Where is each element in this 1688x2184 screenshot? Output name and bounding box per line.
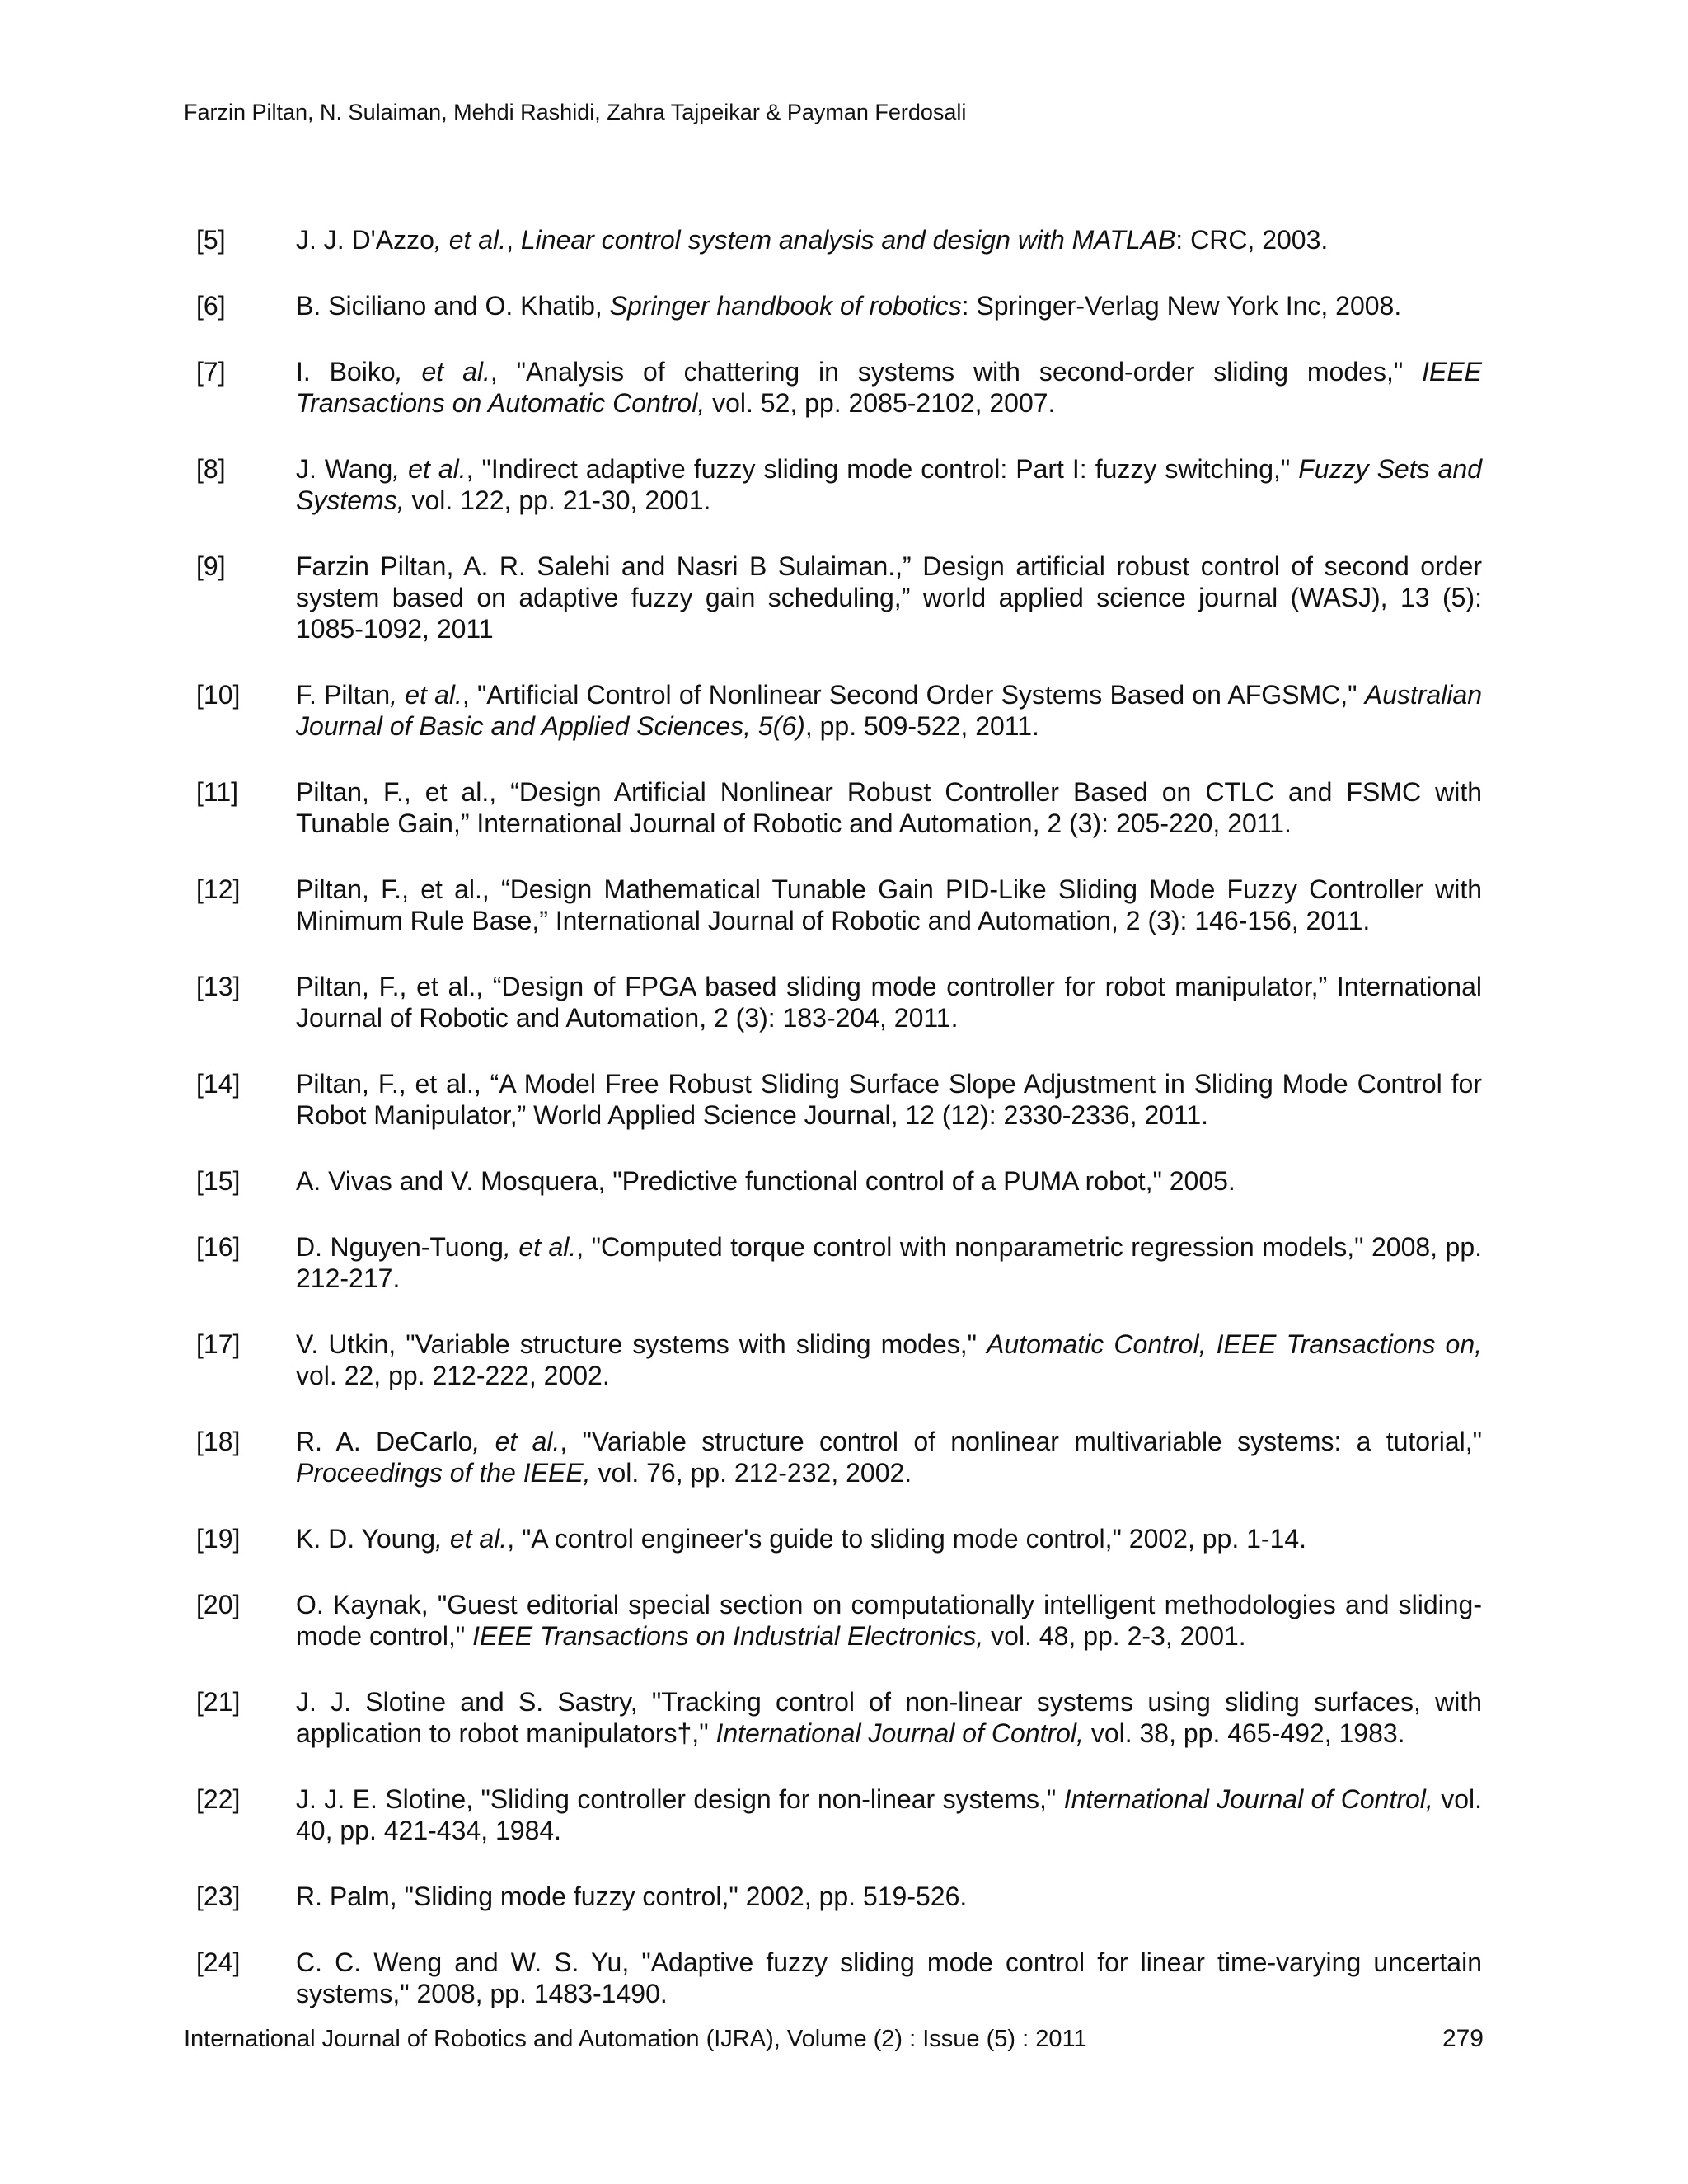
reference-text <box>296 291 1401 321</box>
reference-italic-segment: , et al. <box>434 225 507 255</box>
reference-segment: : CRC, 2003. <box>1175 225 1329 255</box>
reference-segment: : Springer-Verlag New York Inc, 2008. <box>961 291 1402 321</box>
reference-segment: , "Variable structure control of nonlinear multivariable systems: a tutorial," <box>560 1427 1483 1456</box>
reference-text <box>296 1947 1482 2008</box>
reference-number: [5] <box>196 225 226 255</box>
reference-number: [22] <box>196 1784 241 1814</box>
reference-number: [12] <box>196 874 241 904</box>
reference-italic-segment: International Journal of Control, <box>715 1718 1084 1748</box>
reference-italic-segment: Linear control system analysis and design with MATLAB <box>520 225 1176 255</box>
reference-italic-segment: , et al. <box>435 1524 508 1554</box>
reference-item <box>184 1523 1482 1554</box>
reference-number: [7] <box>196 357 226 387</box>
reference-text <box>296 1590 1482 1651</box>
reference-item <box>184 551 1482 644</box>
reference-text <box>296 1166 1236 1196</box>
reference-segment: Piltan, F., et al., “Design Artificial Nonlinear Robust Controller Based on CTLC and FSMC with Tunable Gain,” International Journal of Robotic and Automation, 2 (3): 205-220, 2011. <box>296 777 1482 838</box>
reference-text <box>296 777 1482 838</box>
reference-italic-segment: Australian Journal of Basic and Applied Sciences, 5(6) <box>296 680 1483 741</box>
reference-number: [18] <box>196 1427 241 1456</box>
reference-item <box>184 453 1482 516</box>
reference-item <box>184 1686 1482 1749</box>
running-header-authors: Farzin Piltan, N. Sulaiman, Mehdi Rashidi, Zahra Tajpeikar & Payman Ferdosali <box>184 100 967 124</box>
reference-segment: I. Boiko <box>296 357 396 387</box>
reference-number: [19] <box>196 1524 241 1554</box>
reference-segment: Piltan, F., et al., “Design of FPGA based sliding mode controller for robot manipulator,” International Journal of Robotic and Automation, 2 (3): 183-204, 2011. <box>296 972 1482 1033</box>
reference-text <box>296 972 1482 1033</box>
reference-item <box>184 1589 1482 1652</box>
reference-item <box>184 1329 1482 1391</box>
reference-italic-segment: , et al. <box>395 357 490 387</box>
reference-segment: O. Kaynak, "Guest editorial special section on computationally intelligent methodologies and sliding-mode control," <box>296 1590 1482 1651</box>
reference-segment: A. Vivas and V. Mosquera, "Predictive functional control of a PUMA robot," 2005. <box>296 1166 1236 1196</box>
reference-segment: , pp. 509-522, 2011. <box>804 711 1039 741</box>
reference-number: [15] <box>196 1166 241 1196</box>
reference-text <box>296 1069 1482 1130</box>
reference-text <box>296 1687 1482 1748</box>
reference-item <box>184 1947 1482 2009</box>
reference-text <box>296 225 1328 255</box>
reference-text <box>296 551 1482 644</box>
reference-segment: , "A control engineer's guide to sliding mode control," 2002, pp. 1-14. <box>507 1524 1307 1554</box>
reference-number: [13] <box>196 972 241 1001</box>
reference-number: [10] <box>196 680 241 710</box>
reference-text <box>296 1524 1306 1554</box>
page-number: 279 <box>1442 2025 1484 2052</box>
reference-list <box>184 224 1482 2044</box>
reference-number: [20] <box>196 1590 241 1619</box>
reference-segment: , "Analysis of chattering in systems with second-order sliding modes," <box>490 357 1423 387</box>
reference-segment: vol. 40, pp. 421-434, 1984. <box>296 1784 1483 1845</box>
reference-number: [23] <box>196 1882 241 1911</box>
reference-text <box>296 1882 967 1911</box>
reference-italic-segment: IEEE Transactions on Automatic Control, <box>296 357 1483 418</box>
reference-item <box>184 971 1482 1033</box>
reference-text <box>296 1427 1482 1488</box>
reference-italic-segment: , et al. <box>472 1427 560 1456</box>
reference-segment: Piltan, F., et al., “A Model Free Robust Sliding Surface Slope Adjustment in Sliding Mode Control for Robot Manipulator,” World Applied Science Journal, 12 (12): 2330-2336, 2011. <box>296 1069 1482 1130</box>
reference-segment: K. D. Young <box>296 1524 436 1554</box>
reference-segment: vol. 22, pp. 212-222, 2002. <box>296 1361 610 1390</box>
reference-segment: vol. 76, pp. 212-232, 2002. <box>590 1458 912 1488</box>
reference-item <box>184 290 1482 321</box>
reference-segment: R. Palm, "Sliding mode fuzzy control," 2002, pp. 519-526. <box>296 1882 968 1911</box>
reference-text <box>296 680 1482 741</box>
reference-italic-segment: , et al. <box>392 454 467 484</box>
reference-italic-segment: Automatic Control, IEEE Transactions on, <box>987 1329 1482 1359</box>
reference-number: [8] <box>196 454 226 484</box>
reference-item <box>184 1231 1482 1294</box>
reference-text <box>296 454 1482 515</box>
reference-italic-segment: , et al. <box>390 680 462 710</box>
reference-text <box>296 1784 1482 1845</box>
reference-segment: vol. 38, pp. 465-492, 1983. <box>1083 1718 1405 1748</box>
footer-journal-info: International Journal of Robotics and Automation (IJRA), Volume (2) : Issue (5) : 2011 <box>184 2026 1087 2052</box>
reference-segment: B. Siciliano and O. Khatib, <box>296 291 610 321</box>
reference-number: [14] <box>196 1069 241 1099</box>
reference-text <box>296 1232 1482 1293</box>
reference-segment: J. J. D'Azzo <box>296 225 434 255</box>
reference-number: [9] <box>196 551 226 581</box>
reference-italic-segment: IEEE Transactions on Industrial Electronics, <box>472 1621 984 1651</box>
reference-item <box>184 356 1482 419</box>
reference-segment: D. Nguyen-Tuong <box>296 1232 504 1262</box>
reference-number: [16] <box>196 1232 241 1262</box>
reference-italic-segment: , et al. <box>503 1232 577 1262</box>
reference-item <box>184 1426 1482 1488</box>
reference-item <box>184 1165 1482 1197</box>
reference-segment: R. A. DeCarlo <box>296 1427 473 1456</box>
reference-segment: J. J. Slotine and S. Sastry, "Tracking control of non-linear systems using sliding surfaces, with application to robot manipulators†," <box>296 1687 1482 1748</box>
reference-segment: vol. 52, pp. 2085-2102, 2007. <box>705 388 1056 418</box>
reference-segment: , "Artificial Control of Nonlinear Second Order Systems Based on AFGSMC," <box>462 680 1365 710</box>
reference-segment: Farzin Piltan, A. R. Salehi and Nasri B Sulaiman.,” Design artificial robust control of second order system based on adaptive fuzzy gain scheduling,” world applied science journal (WASJ), 13 (5): 1085-1092, 2011 <box>296 551 1482 644</box>
reference-item <box>184 874 1482 936</box>
reference-number: [11] <box>196 777 238 807</box>
reference-item <box>184 224 1482 255</box>
reference-segment: , "Indirect adaptive fuzzy sliding mode control: Part I: fuzzy switching," <box>466 454 1299 484</box>
reference-segment: , <box>506 225 521 255</box>
reference-segment: F. Piltan <box>296 680 391 710</box>
reference-segment: vol. 122, pp. 21-30, 2001. <box>404 485 711 515</box>
reference-number: [24] <box>196 1947 241 1977</box>
reference-segment: Piltan, F., et al., “Design Mathematical Tunable Gain PID-Like Sliding Mode Fuzzy Controller with Minimum Rule Base,” International Journal of Robotic and Automation, 2 (3): 146-156, 2011. <box>296 874 1482 935</box>
reference-item <box>184 776 1482 839</box>
reference-item <box>184 679 1482 742</box>
reference-number: [21] <box>196 1687 241 1717</box>
reference-number: [17] <box>196 1329 241 1359</box>
reference-segment: J. Wang <box>296 454 393 484</box>
reference-segment: C. C. Weng and W. S. Yu, "Adaptive fuzzy sliding mode control for linear time-varying uncertain systems," 2008, pp. 1483-1490. <box>296 1947 1482 2008</box>
reference-italic-segment: Fuzzy Sets and Systems, <box>296 454 1483 515</box>
reference-italic-segment: Proceedings of the IEEE, <box>296 1458 591 1488</box>
reference-item <box>184 1881 1482 1912</box>
reference-segment: J. J. E. Slotine, "Sliding controller design for non-linear systems," <box>296 1784 1064 1814</box>
reference-text <box>296 874 1482 935</box>
reference-number: [6] <box>196 291 226 321</box>
reference-item <box>184 1068 1482 1131</box>
reference-italic-segment: International Journal of Control, <box>1063 1784 1433 1814</box>
reference-text <box>296 357 1482 418</box>
reference-text <box>296 1329 1482 1390</box>
reference-item <box>184 1783 1482 1846</box>
reference-italic-segment: Springer handbook of robotics <box>609 291 962 321</box>
reference-segment: , "Computed torque control with nonparametric regression models," 2008, pp. 212-217. <box>296 1232 1482 1293</box>
reference-segment: vol. 48, pp. 2-3, 2001. <box>983 1621 1246 1651</box>
reference-segment: V. Utkin, "Variable structure systems with sliding modes," <box>296 1329 987 1359</box>
